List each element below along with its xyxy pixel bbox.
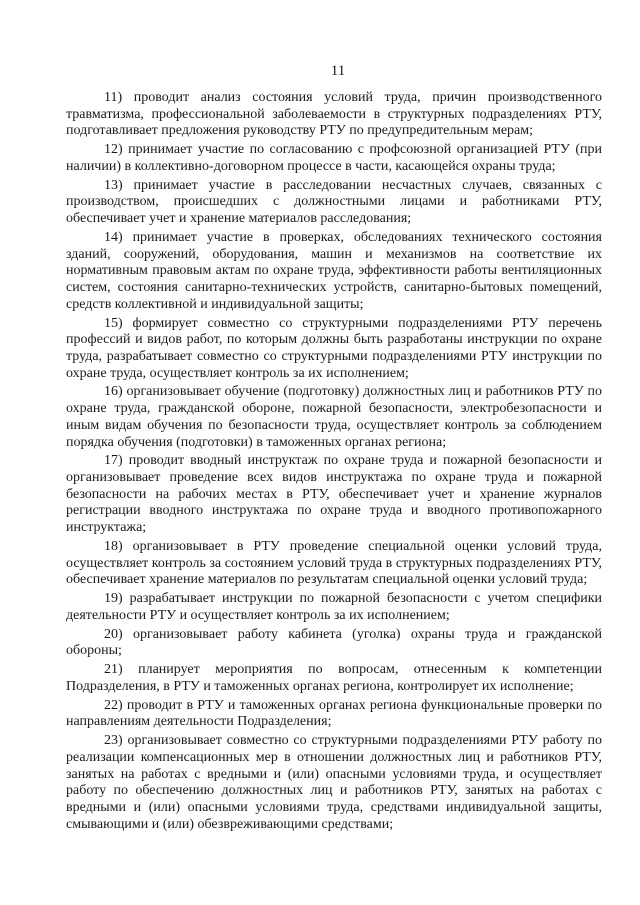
list-item: 19) разрабатывает инструкции по пожарной безопасности с учетом специфики деятельности РТУ и осуществляет контроль за их исполнением; [66,591,602,623]
list-item: 12) принимает участие по согласованию с профсоюзной организацией РТУ (при наличии) в коллективно-договорном процессе в части, касающейся охраны труда; [66,142,602,174]
list-item: 17) проводит вводный инструктаж по охране труда и пожарной безопасности и организовывает проведение всех видов инструктажа по охране труда и пожарной безопасности на рабочих местах в РТУ, обеспечивает учет и хранение журналов регистрации вводного инструктажа по охране труда и вводного противопожарного инструктажа; [66,453,602,536]
list-item: 14) принимает участие в проверках, обследованиях технического состояния зданий, сооружений, оборудования, машин и механизмов на соответствие их нормативным правовым актам по охране труда, эффективности работы вентиляционных систем, состояния санитарно-технических устройств, санитарно-бытовых помещений, средств коллективной и индивидуальной защиты; [66,229,602,312]
list-item: 15) формирует совместно со структурными подразделениями РТУ перечень профессий и видов работ, по которым должны быть разработаны инструкции по охране труда, разрабатывает совместно со структурными подразделениями РТУ инструкции по охране труда, осуществляет контроль за их исполнением; [66,315,602,381]
list-item: 23) организовывает совместно со структурными подразделениями РТУ работу по реализации компенсационных мер в отношении должностных лиц и работников РТУ, занятых на работах с вредными и (или) опасными условиями труда, и осуществляет работу по обеспечению должностных лиц и работников РТУ, занятых на работах с вредными и (или) опасными условиями труда, средствами индивидуальной защиты, смывающими и (или) обезвреживающими средствами; [66,733,602,832]
list-item: 21) планирует мероприятия по вопросам, отнесенным к компетенции Подразделения, в РТУ и таможенных органах региона, контролирует их исполнение; [66,662,602,694]
list-item: 16) организовывает обучение (подготовку) должностных лиц и работников РТУ по охране труда, гражданской обороне, пожарной безопасности, электробезопасности и иным видам обучения по безопасности труда, осуществляет контроль за соблюдением порядка обучения (подготовки) в таможенных органах региона; [66,384,602,450]
document-body [66,90,602,835]
page-number: 11 [330,63,346,79]
list-item: 20) организовывает работу кабинета (уголка) охраны труда и гражданской обороны; [66,626,602,659]
list-item: 22) проводит в РТУ и таможенных органах региона функциональные проверки по направлениям деятельности Подразделения; [66,697,602,730]
list-item: 13) принимает участие в расследовании несчастных случаев, связанных с производством, происшедших с должностными лицами и работниками РТУ, обеспечивает учет и хранение материалов расследования; [66,177,602,227]
list-item: 18) организовывает в РТУ проведение специальной оценки условий труда, осуществляет контроль за состоянием условий труда в структурных подразделениях РТУ, обеспечивает хранение материалов по результатам специальной оценки условий труда; [66,538,602,588]
list-item: 11) проводит анализ состояния условий труда, причин производственного травматизма, профессиональной заболеваемости в структурных подразделениях РТУ, подготавливает предложения руководству РТУ по предупредительным мерам; [66,90,602,139]
